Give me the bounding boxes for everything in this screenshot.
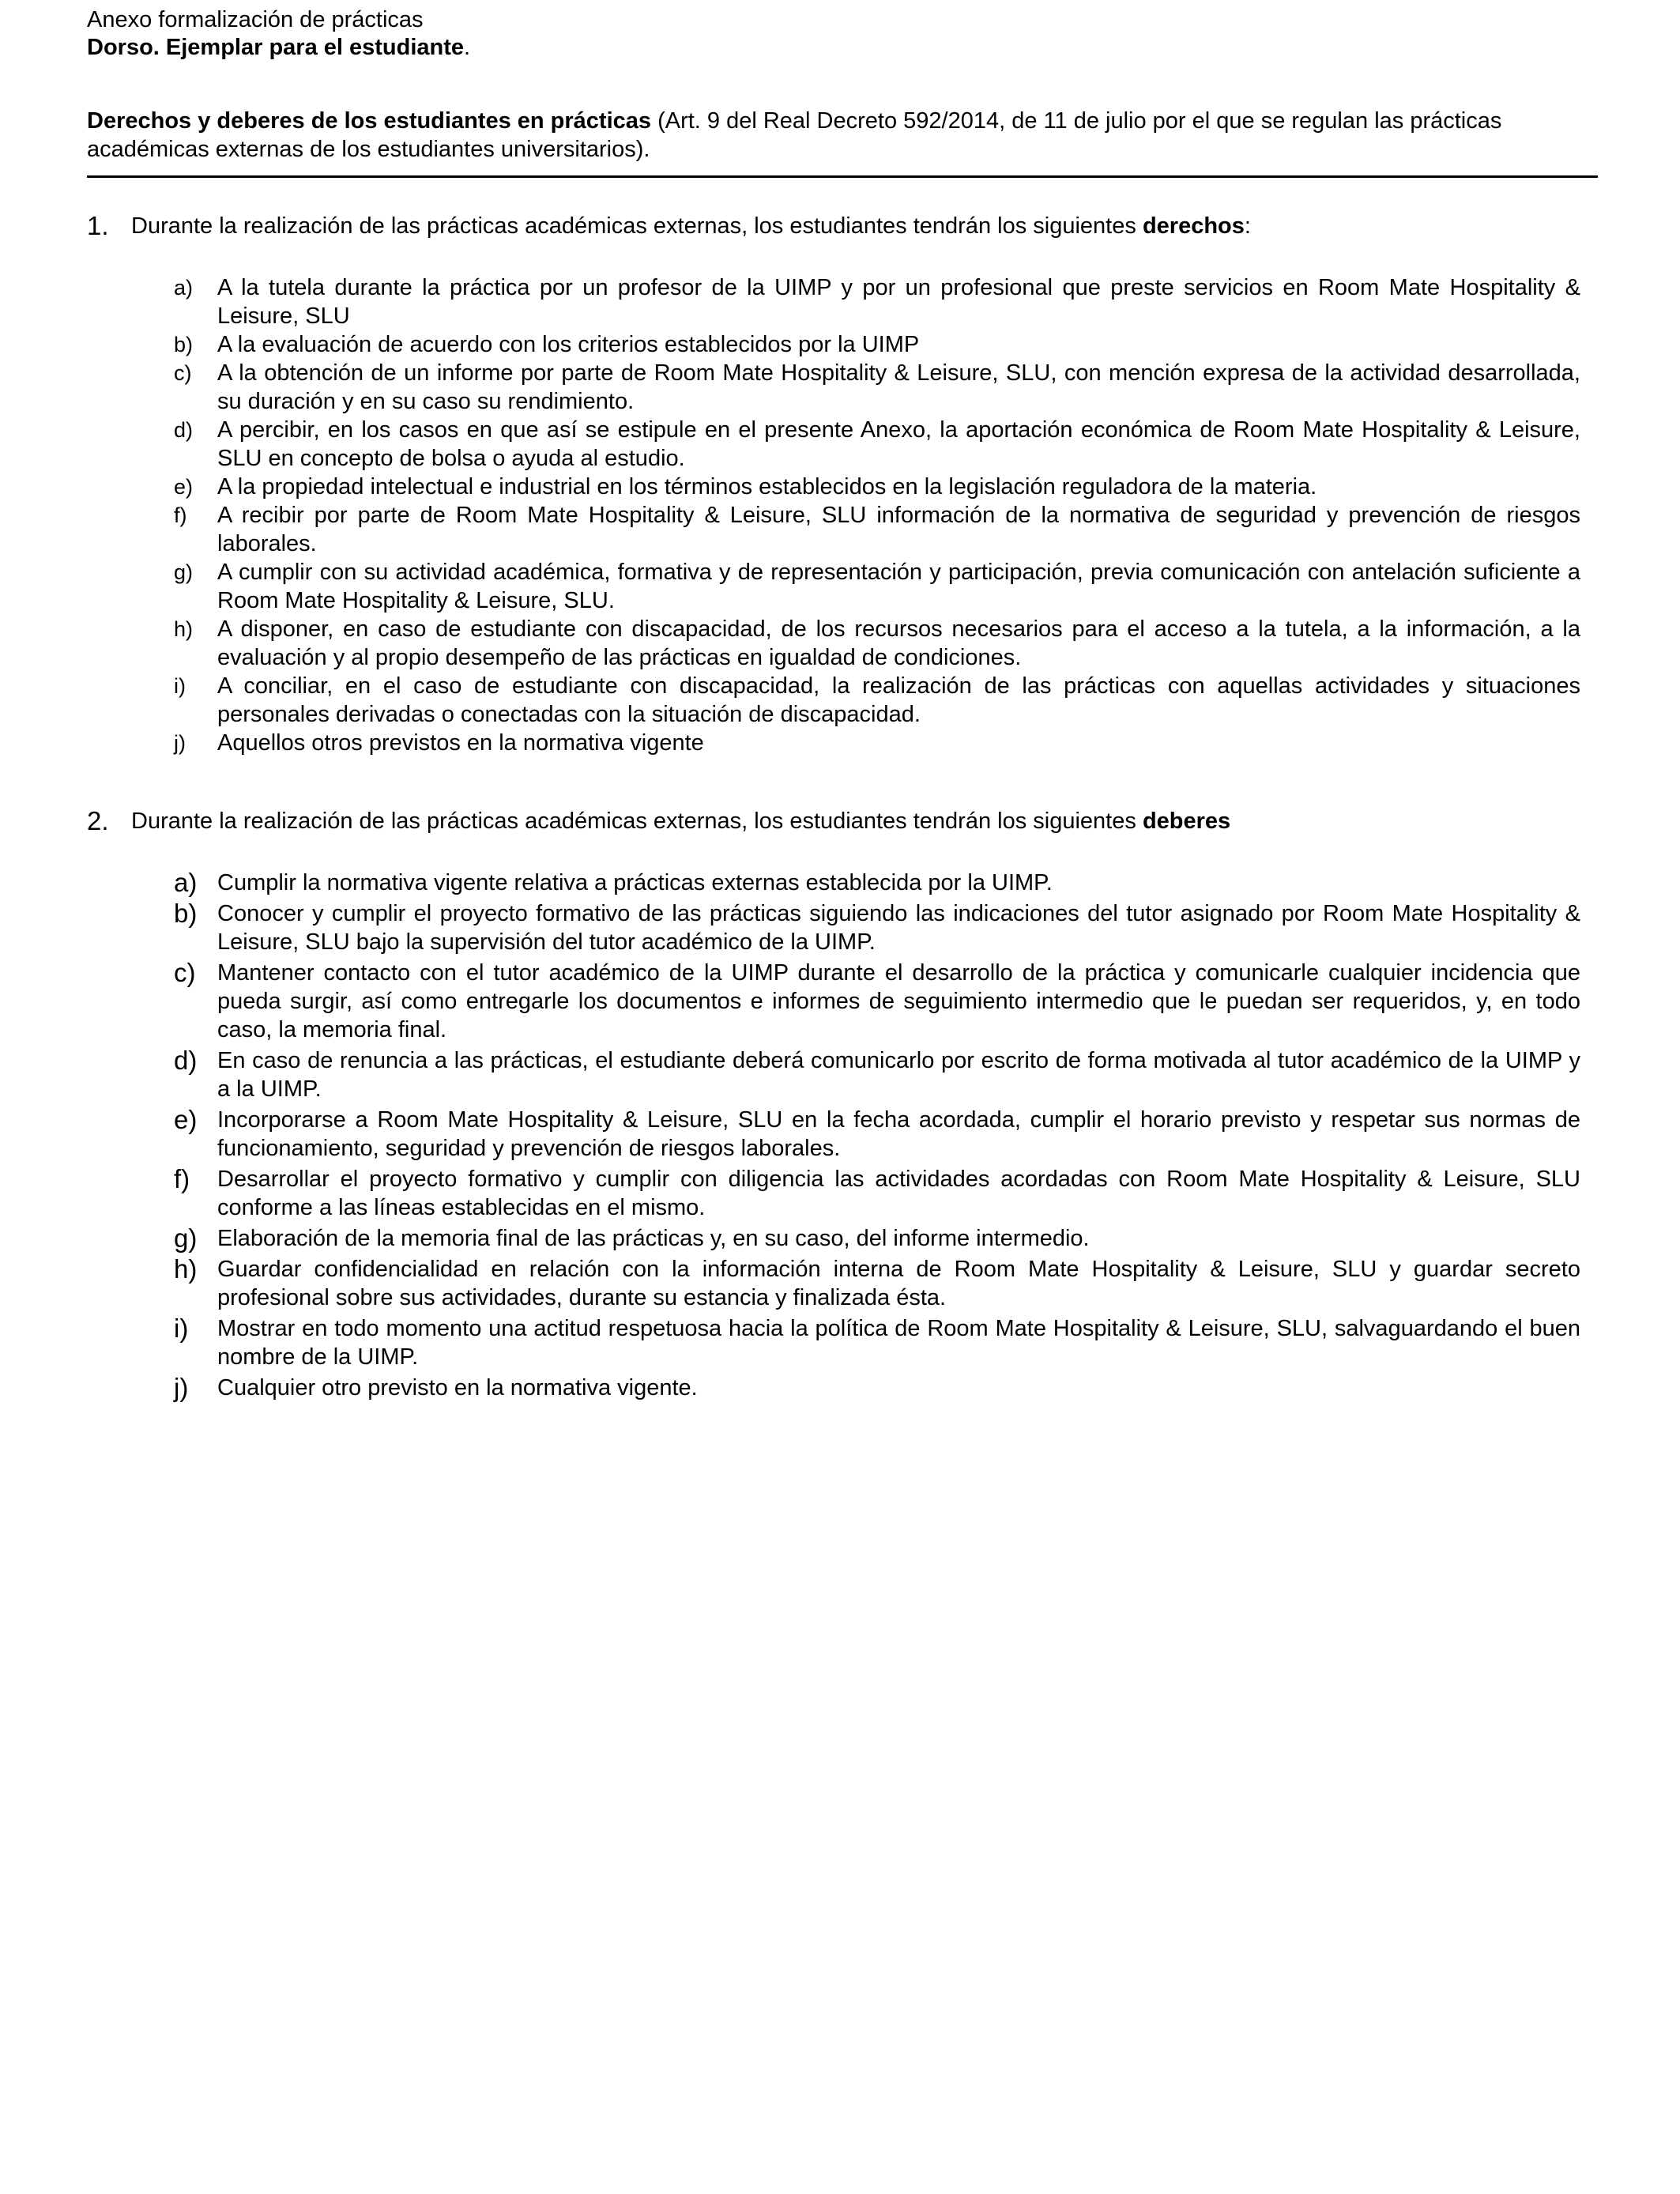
rights-item	[87, 558, 1598, 615]
title-divider	[87, 175, 1598, 178]
section-duties-keyword: deberes	[1142, 809, 1231, 834]
duties-item	[87, 1314, 1598, 1371]
rights-item	[87, 729, 1598, 757]
duties-item-text: Elaboración de la memoria final de las prácticas y, en su caso, del informe intermedio.	[217, 1226, 1090, 1251]
rights-item-text: A la evaluación de acuerdo con los criterios establecidos por la UIMP	[217, 332, 920, 357]
rights-item-marker: f)	[174, 503, 187, 527]
rights-item-marker: e)	[174, 475, 194, 499]
copy-designation-bold: Dorso. Ejemplar para el estudiante	[87, 35, 465, 60]
rights-item-text: A percibir, en los casos en que así se estipule en el presente Anexo, la aportación económica de Room Mate Hospitality & Leisure, SLU en concepto de bolsa o ayuda al estudio.	[217, 417, 1580, 471]
rights-item	[87, 273, 1598, 330]
duties-item-text: Guardar confidencialidad en relación con la información interna de Room Mate Hospitality & Leisure, SLU y guardar secreto profesional sobre sus actividades, durante su estancia y finalizada ésta.	[217, 1257, 1580, 1310]
rights-item-marker: b)	[174, 333, 194, 356]
duties-item	[87, 959, 1598, 1044]
rights-item	[87, 330, 1598, 359]
section-rights	[87, 212, 1598, 243]
duties-item-marker: e)	[174, 1105, 198, 1134]
duties-item	[87, 1255, 1598, 1312]
section-duties	[87, 807, 1598, 839]
rights-item	[87, 501, 1598, 558]
copy-designation-end: .	[464, 35, 471, 60]
rights-item	[87, 359, 1598, 416]
section-rights-text: Durante la realización de las prácticas académicas externas, los estudiantes tendrán los siguientes	[131, 213, 1143, 239]
rights-item	[87, 672, 1598, 729]
rights-item-text: A la propiedad intelectual e industrial en los términos establecidos en la legislación reguladora de la materia.	[217, 474, 1317, 499]
duties-item	[87, 1106, 1598, 1163]
rights-item-text: A la obtención de un informe por parte de Room Mate Hospitality & Leisure, SLU, con mención expresa de la actividad desarrollada, su duración y en su caso su rendimiento.	[217, 360, 1580, 414]
duties-item	[87, 1046, 1598, 1103]
duties-item-marker: h)	[174, 1254, 198, 1284]
duties-item-text: En caso de renuncia a las prácticas, el estudiante deberá comunicarlo por escrito de forma motivada al tutor académico de la UIMP y a la UIMP.	[217, 1048, 1580, 1102]
section-number: 2.	[87, 806, 109, 835]
duties-item	[87, 1165, 1598, 1222]
duties-item-text: Conocer y cumplir el proyecto formativo de las prácticas siguiendo las indicaciones del tutor asignado por Room Mate Hospitality & Leisure, SLU bajo la supervisión del tutor académico de la UIMP.	[217, 901, 1580, 955]
section-rights-heading	[87, 212, 1598, 243]
section-rights-keyword: derechos	[1142, 213, 1245, 239]
duties-item	[87, 1224, 1598, 1253]
rights-item-marker: g)	[174, 560, 194, 584]
duties-item-text: Cumplir la normativa vigente relativa a prácticas externas establecida por la UIMP.	[217, 870, 1053, 895]
rights-item-text: Aquellos otros previstos en la normativa vigente	[217, 730, 704, 756]
document-title	[87, 107, 1596, 164]
duties-item-text: Mantener contacto con el tutor académico de la UIMP durante el desarrollo de la práctica y comunicarle cualquier incidencia que pueda surgir, así como entregarle los documentos e informes de seguimiento intermedio que le puedan ser requeridos, y, en todo caso, la memoria final.	[217, 960, 1580, 1042]
rights-item-marker: d)	[174, 418, 194, 442]
rights-item-marker: c)	[174, 361, 192, 385]
section-rights-end: :	[1244, 213, 1251, 239]
rights-item	[87, 416, 1598, 473]
duties-item-text: Mostrar en todo momento una actitud respetuosa hacia la política de Room Mate Hospitality & Leisure, SLU, salvaguardando el buen nombre de la UIMP.	[217, 1316, 1580, 1370]
duties-list	[87, 869, 1598, 1404]
rights-item-text: A recibir por parte de Room Mate Hospitality & Leisure, SLU información de la normativa de seguridad y prevención de riesgos laborales.	[217, 503, 1580, 556]
duties-item-text: Desarrollar el proyecto formativo y cumplir con diligencia las actividades acordadas con Room Mate Hospitality & Leisure, SLU conforme a las líneas establecidas en el mismo.	[217, 1167, 1580, 1220]
rights-item	[87, 615, 1598, 672]
duties-item-marker: a)	[174, 868, 198, 897]
section-rights-intro	[131, 212, 1251, 240]
duties-item-marker: j)	[174, 1373, 189, 1402]
duties-item	[87, 869, 1598, 897]
duties-item-text: Incorporarse a Room Mate Hospitality & Leisure, SLU en la fecha acordada, cumplir el horario previsto y respetar sus normas de funcionamiento, seguridad y prevención de riesgos laborales.	[217, 1107, 1580, 1161]
rights-item-marker: a)	[174, 276, 194, 300]
duties-item-marker: c)	[174, 958, 196, 987]
document-title-reference: (Art. 9 del Real Decreto 592/2014, de 11 de julio por el que se regulan las prácticas académicas externas de los estudiantes universitarios).	[87, 108, 1502, 162]
duties-item-text: Cualquier otro previsto en la normativa vigente.	[217, 1375, 698, 1400]
duties-item	[87, 1374, 1598, 1402]
rights-item-text: A la tutela durante la práctica por un profesor de la UIMP y por un profesional que preste servicios en Room Mate Hospitality & Leisure, SLU	[217, 275, 1580, 329]
annex-heading: Anexo formalización de prácticas	[87, 7, 424, 32]
duties-item-marker: f)	[174, 1164, 190, 1193]
section-duties-intro	[131, 807, 1230, 835]
section-number: 1.	[87, 211, 109, 240]
duties-item-marker: d)	[174, 1046, 198, 1075]
section-duties-heading	[87, 807, 1598, 839]
rights-item-marker: h)	[174, 617, 194, 641]
rights-item-text: A disponer, en caso de estudiante con discapacidad, de los recursos necesarios para el acceso a la tutela, a la información, a la evaluación y al propio desempeño de las prácticas en igualdad de condiciones.	[217, 616, 1580, 670]
copy-designation	[87, 33, 470, 62]
rights-item-marker: j)	[174, 731, 186, 755]
rights-item	[87, 473, 1598, 501]
document-title-bold: Derechos y deberes de los estudiantes en prácticas	[87, 108, 652, 134]
section-duties-text: Durante la realización de las prácticas académicas externas, los estudiantes tendrán los siguientes	[131, 809, 1143, 834]
duties-item-marker: i)	[174, 1314, 189, 1343]
rights-item-marker: i)	[174, 674, 186, 698]
rights-item-text: A cumplir con su actividad académica, formativa y de representación y participación, previa comunicación con antelación suficiente a Room Mate Hospitality & Leisure, SLU.	[217, 560, 1580, 613]
rights-list	[87, 273, 1598, 757]
rights-item-text: A conciliar, en el caso de estudiante con discapacidad, la realización de las prácticas con aquellas actividades y situaciones personales derivadas o conectadas con la situación de discapacidad.	[217, 673, 1580, 727]
duties-item	[87, 899, 1598, 956]
duties-item-marker: g)	[174, 1223, 198, 1253]
duties-item-marker: b)	[174, 899, 198, 928]
